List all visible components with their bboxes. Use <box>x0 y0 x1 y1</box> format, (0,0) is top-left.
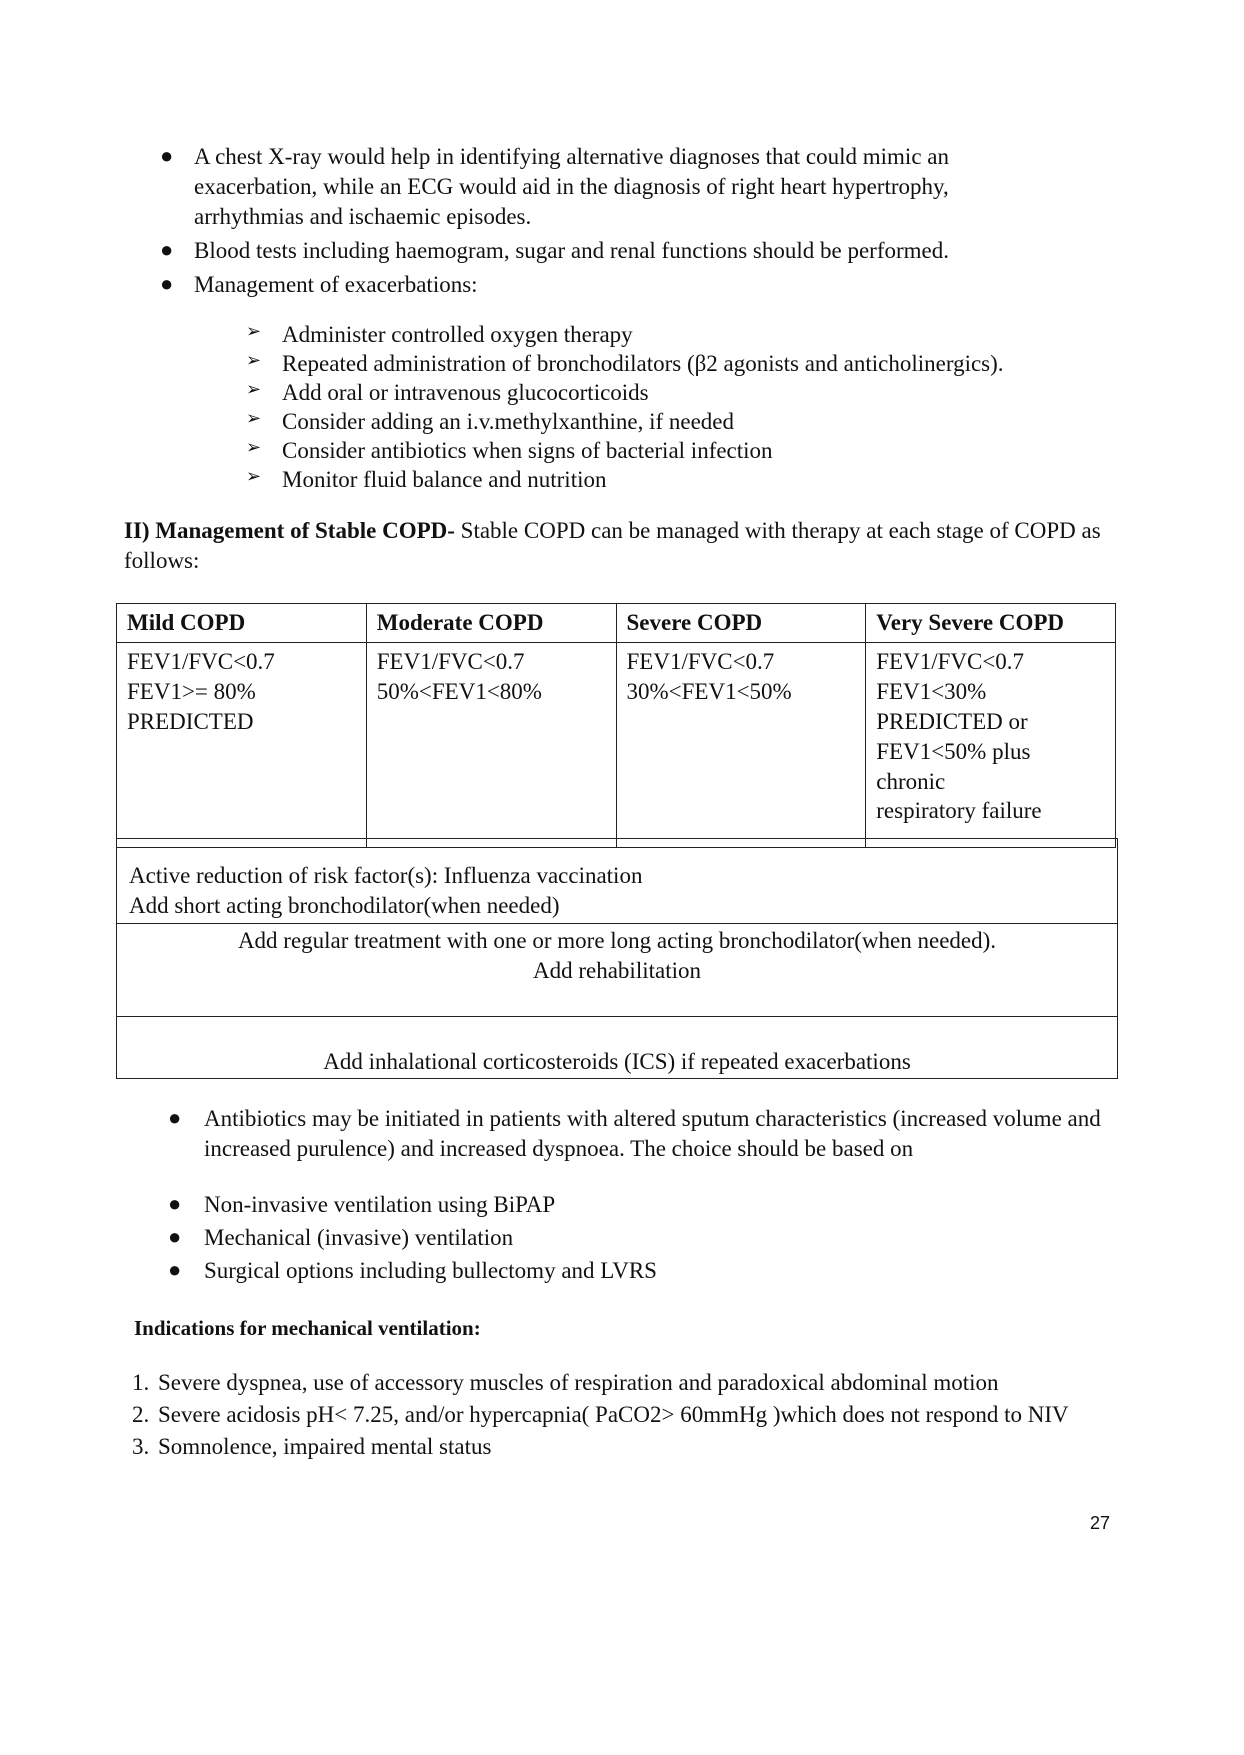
section-heading-text: Stable COPD can be managed with therapy at each stage of COPD as follows: <box>124 518 1101 573</box>
page-number: 27 <box>1090 1513 1111 1533</box>
table-row <box>117 643 1116 848</box>
lower-bullet-list <box>160 1104 1120 1288</box>
list-item: 3. Somnolence, impaired mental status <box>132 1432 1092 1462</box>
bullet-icon: ● <box>168 1190 182 1216</box>
exacerbation-steps-list <box>246 320 1106 494</box>
table-header-cell: Severe COPD <box>616 604 866 643</box>
treatment-line: Add regular treatment with one or more long acting bronchodilator(when needed). <box>237 927 997 953</box>
item-number: 2. <box>132 1401 150 1427</box>
table-cell <box>366 643 616 848</box>
cell-line: PREDICTED <box>127 708 254 734</box>
table-header-cell: Mild COPD <box>117 604 367 643</box>
list-item: ➢ Repeated administration of bronchodilators (β2 agonists and anticholinergics). <box>246 350 1004 376</box>
bullet-icon: ● <box>160 143 174 168</box>
arrow-bullet-icon: ➢ <box>246 437 262 457</box>
item-number: 3. <box>132 1433 150 1459</box>
treatment-line: Add inhalational corticosteroids (ICS) if repeated exacerbations <box>323 1048 911 1074</box>
list-item: ● A chest X-ray would help in identifying alternative diagnoses that could mimic an exacerbation, while an ECG would aid in the diagnosis of right heart hypertrophy, arrhythmias and ischaemic episodes. <box>160 143 949 229</box>
arrow-bullet-icon: ➢ <box>246 321 262 341</box>
treatment-line: Add rehabilitation <box>533 957 701 983</box>
arrow-bullet-icon: ➢ <box>246 379 262 399</box>
ventilation-indications-list <box>132 1368 1092 1464</box>
list-item: ➢ Add oral or intravenous glucocorticoids <box>246 379 649 405</box>
table-cell <box>117 643 367 848</box>
table-cell <box>616 643 866 848</box>
list-item: ● Surgical options including bullectomy and LVRS <box>168 1256 657 1283</box>
table-header-cell: Moderate COPD <box>366 604 616 643</box>
cell-line: 30%<FEV1<50% <box>626 678 792 704</box>
cell-line: FEV1<50% plus <box>876 738 1031 764</box>
bullet-icon: ● <box>168 1223 182 1249</box>
treatment-box <box>116 838 1118 1079</box>
cell-line: respiratory failure <box>876 798 1042 824</box>
table-header-cell: Very Severe COPD <box>866 604 1116 643</box>
cell-line: FEV1/FVC<0.7 <box>626 649 775 674</box>
ventilation-heading: Indications for mechanical ventilation: <box>134 1316 481 1340</box>
list-item: 1. Severe dyspnea, use of accessory muscles of respiration and paradoxical abdominal motion <box>132 1368 1092 1398</box>
cell-line: PREDICTED or <box>876 708 1028 734</box>
cell-line: FEV1/FVC<0.7 <box>127 649 275 674</box>
treatment-line: Active reduction of risk factor(s): Influenza vaccination <box>129 863 643 888</box>
treatment-row <box>117 1017 1117 1079</box>
list-item: ➢ Consider antibiotics when signs of bacterial infection <box>246 437 773 463</box>
item-number: 1. <box>132 1370 150 1395</box>
cell-line: 50%<FEV1<80% <box>376 678 542 704</box>
section-heading-bold: II) Management of Stable COPD- <box>124 518 455 543</box>
table-header-row <box>117 604 1116 643</box>
bullet-icon: ● <box>168 1105 182 1130</box>
table-cell <box>866 643 1116 848</box>
bullet-icon: ● <box>160 236 174 262</box>
list-item: ➢ Consider adding an i.v.methylxanthine, if needed <box>246 408 735 434</box>
bullet-icon: ● <box>168 1256 182 1282</box>
arrow-bullet-icon: ➢ <box>246 466 262 486</box>
copd-stage-table <box>116 603 1116 848</box>
arrow-bullet-icon: ➢ <box>246 350 262 370</box>
treatment-line: Add short acting bronchodilator(when needed) <box>129 892 560 918</box>
top-bullet-list <box>150 142 1050 303</box>
list-item: ● Non-invasive ventilation using BiPAP <box>168 1190 556 1217</box>
list-item: ➢ Administer controlled oxygen therapy <box>246 321 633 347</box>
treatment-row <box>117 839 1117 924</box>
cell-line: chronic <box>876 768 946 794</box>
cell-line: FEV1<30% <box>876 678 987 704</box>
section-heading <box>124 516 1104 576</box>
cell-line: FEV1/FVC<0.7 <box>376 649 525 674</box>
cell-line: FEV1>= 80% <box>127 678 256 704</box>
list-item: ● Blood tests including haemogram, sugar and renal functions should be performed. <box>160 236 949 263</box>
list-item: ● Mechanical (invasive) ventilation <box>168 1223 514 1250</box>
list-item: 2. Severe acidosis pH< 7.25, and/or hypercapnia( PaCO2> 60mmHg )which does not respond to NIV <box>132 1400 1092 1430</box>
list-item: ● Antibiotics may be initiated in patients with altered sputum characteristics (increased volume and increased purulence) and increased dyspnoea. The choice should be based on <box>168 1105 1101 1161</box>
list-item: ● Management of exacerbations: <box>160 270 478 297</box>
arrow-bullet-icon: ➢ <box>246 408 262 428</box>
cell-line: FEV1/FVC<0.7 <box>876 649 1025 674</box>
list-item: ➢ Monitor fluid balance and nutrition <box>246 466 607 492</box>
treatment-row <box>117 924 1117 1017</box>
bullet-icon: ● <box>160 270 174 296</box>
